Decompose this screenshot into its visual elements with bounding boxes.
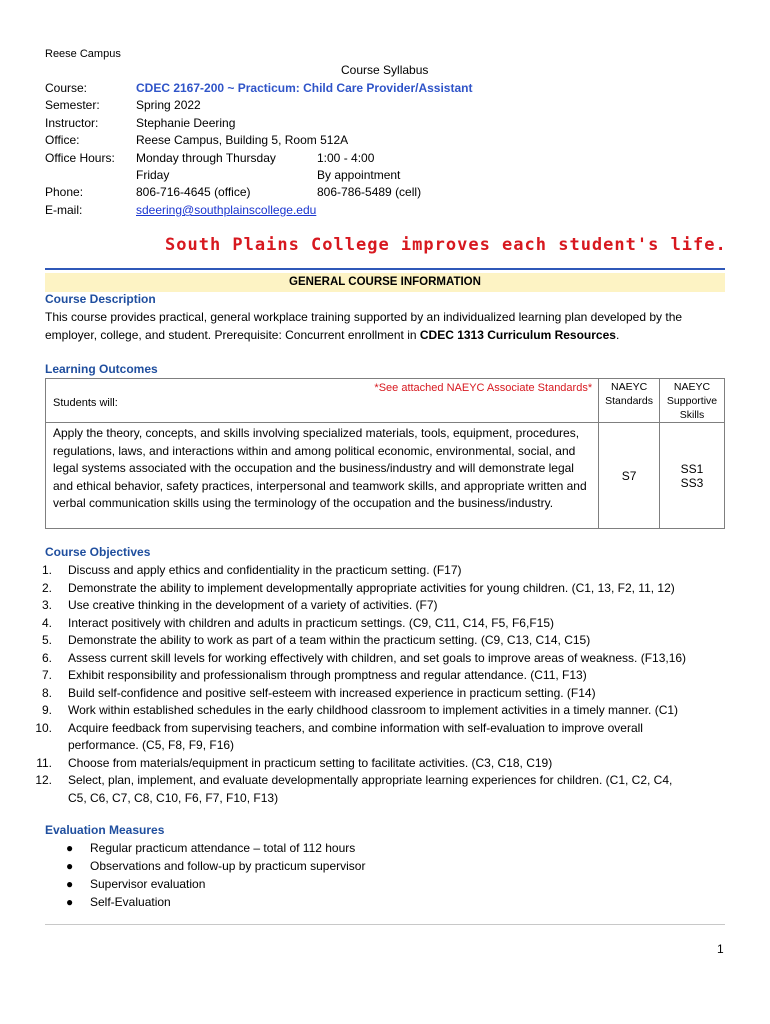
item-text: Assess current skill levels for working effectively with children, and set goals to improve areas of weakness. (F13,16) bbox=[68, 650, 687, 665]
office-hours-day-1: Monday through Thursday bbox=[136, 151, 276, 165]
bullet-icon: ● bbox=[66, 877, 74, 891]
item-text: Interact positively with children and adults in practicum settings. (C9, C11, C14, F5, F6,F15) bbox=[68, 615, 554, 630]
list-item bbox=[30, 615, 730, 633]
period: . bbox=[615, 328, 620, 342]
item-number: 9. bbox=[41, 703, 52, 717]
item-text: Demonstrate the ability to work as part of a team within the practicum setting. (C9, C13, C14, C15) bbox=[68, 633, 591, 647]
item-text: Work within established schedules in the early childhood classroom to implement activities in a timely manner. (C1) bbox=[68, 703, 679, 717]
table-row bbox=[46, 423, 725, 529]
item-text-continued: performance. (C5, F8, F9, F16) bbox=[68, 738, 235, 752]
instructor-value: Stephanie Deering bbox=[136, 116, 236, 130]
bullet-icon: ● bbox=[66, 841, 74, 855]
item-text: Demonstrate the ability to implement developmentally appropriate activities for young children. (C1, 13, F2, 11, 12) bbox=[68, 580, 675, 595]
evaluation-measures-list bbox=[62, 839, 365, 911]
item-text: Exhibit responsibility and professionalism through promptness and regular attendance. (C11, F13) bbox=[68, 668, 587, 682]
footer-divider bbox=[45, 924, 725, 925]
list-item bbox=[30, 772, 730, 807]
instructor-label: Instructor: bbox=[45, 116, 99, 130]
item-number: 11. bbox=[36, 755, 52, 770]
course-value: CDEC 2167-200 ~ Practicum: Child Care Provider/Assistant bbox=[136, 81, 473, 95]
learning-outcomes-table bbox=[45, 378, 725, 529]
item-text: Choose from materials/equipment in practicum setting to facilitate activities. (C3, C18, C19) bbox=[68, 755, 553, 770]
learning-outcomes-heading: Learning Outcomes bbox=[45, 362, 158, 376]
page-number: 1 bbox=[717, 942, 724, 956]
course-objectives-heading: Course Objectives bbox=[45, 545, 151, 559]
students-will-label: Students will: bbox=[53, 397, 118, 409]
office-value: Reese Campus, Building 5, Room 512A bbox=[136, 133, 349, 147]
course-description-line-2 bbox=[45, 327, 619, 345]
item-number: 4. bbox=[41, 615, 52, 630]
list-item bbox=[30, 650, 730, 668]
prerequisite-course: CDEC 1313 Curriculum Resources bbox=[419, 328, 616, 342]
course-description-heading: Course Description bbox=[45, 292, 156, 306]
outcomes-header-cell bbox=[46, 379, 599, 423]
supportive-label: Supportive bbox=[666, 395, 718, 407]
list-item bbox=[30, 702, 730, 720]
office-label: Office: bbox=[45, 133, 80, 147]
naeyc-label: NAEYC bbox=[610, 381, 648, 393]
course-description-text: employer, college, and student. Prerequisite: Concurrent enrollment in bbox=[45, 328, 420, 342]
office-hours-day-2: Friday bbox=[136, 168, 170, 182]
skill-1: SS1 bbox=[680, 461, 704, 476]
course-objectives-list bbox=[30, 562, 730, 807]
item-text: Supervisor evaluation bbox=[90, 877, 206, 891]
item-number: 6. bbox=[41, 650, 52, 665]
list-item bbox=[30, 580, 730, 598]
item-number: 3. bbox=[41, 598, 52, 612]
naeyc-label: NAEYC bbox=[673, 381, 711, 393]
item-number: 10. bbox=[35, 720, 52, 735]
bullet-icon: ● bbox=[66, 859, 74, 873]
office-hours-time-1: 1:00 - 4:00 bbox=[317, 151, 375, 165]
evaluation-measures-heading: Evaluation Measures bbox=[45, 823, 165, 837]
item-number: 5. bbox=[41, 633, 52, 647]
skills-label: Skills bbox=[679, 409, 705, 421]
office-hours-label: Office Hours: bbox=[45, 151, 115, 165]
doc-title: Course Syllabus bbox=[341, 63, 429, 77]
divider-line bbox=[45, 268, 725, 270]
college-tagline: South Plains College improves each student's life. bbox=[165, 235, 727, 255]
table-header-row bbox=[46, 379, 725, 423]
standard-cell: S7 bbox=[599, 423, 660, 529]
naeyc-standards-header bbox=[599, 379, 660, 423]
phone-label: Phone: bbox=[45, 185, 84, 199]
item-number: 1. bbox=[41, 563, 52, 577]
semester-label: Semester: bbox=[45, 98, 100, 112]
item-text: Use creative thinking in the development of a variety of activities. (F7) bbox=[68, 598, 438, 612]
item-number: 7. bbox=[41, 668, 52, 682]
see-attached-note: *See attached NAEYC Associate Standards* bbox=[374, 382, 593, 394]
list-item bbox=[30, 597, 730, 615]
list-item bbox=[30, 720, 730, 755]
item-text: Discuss and apply ethics and confidentiality in the practicum setting. (F17) bbox=[68, 563, 462, 577]
list-item bbox=[62, 857, 365, 875]
list-item bbox=[30, 685, 730, 703]
item-text-continued: C5, C6, C7, C8, C10, F6, F7, F10, F13) bbox=[68, 790, 279, 805]
list-item bbox=[30, 562, 730, 580]
item-text: Self-Evaluation bbox=[90, 895, 171, 909]
course-description-line-1: This course provides practical, general workplace training supported by an individualized learning plan developed by the bbox=[45, 310, 683, 324]
item-number: 2. bbox=[41, 580, 52, 595]
standards-label: Standards bbox=[605, 395, 654, 407]
item-text: Select, plan, implement, and evaluate developmentally appropriate learning experiences for children. (C1, C2, C4, bbox=[68, 773, 673, 787]
item-text: Acquire feedback from supervising teachers, and combine information with self-evaluation to improve overall bbox=[68, 720, 643, 735]
item-text: Regular practicum attendance – total of 112 hours bbox=[90, 841, 356, 855]
office-hours-time-2: By appointment bbox=[317, 168, 401, 182]
phone-cell: 806-786-5489 (cell) bbox=[317, 185, 422, 199]
list-item bbox=[30, 667, 730, 685]
list-item bbox=[62, 839, 365, 857]
skills-cell bbox=[660, 423, 725, 529]
semester-value: Spring 2022 bbox=[136, 98, 201, 112]
naeyc-skills-header bbox=[660, 379, 725, 423]
item-number: 8. bbox=[41, 685, 52, 700]
list-item bbox=[30, 755, 730, 773]
skill-2: SS3 bbox=[680, 475, 704, 490]
email-link[interactable]: sdeering@southplainscollege.edu bbox=[136, 203, 317, 217]
item-number: 12. bbox=[35, 773, 52, 787]
bullet-icon: ● bbox=[66, 895, 74, 909]
phone-office: 806-716-4645 (office) bbox=[136, 185, 251, 199]
list-item bbox=[30, 632, 730, 650]
outcome-text: Apply the theory, concepts, and skills involving specialized materials, tools, equipment, procedures, regulations, laws, and interactions within and among political economic, environmental, social, and legal systems associated with the occupation and the business/industry and will demonstrate legal and ethical behavior, safety practices, interpersonal and teamwork skills, and appropriate written and verbal communication skills using the terminology of the occupation and the business/industry. bbox=[46, 423, 599, 529]
course-label: Course: bbox=[45, 81, 88, 95]
general-course-info-heading: GENERAL COURSE INFORMATION bbox=[45, 273, 725, 292]
list-item bbox=[62, 875, 365, 893]
email-label: E-mail: bbox=[45, 203, 83, 217]
list-item bbox=[62, 893, 365, 911]
campus-label: Reese Campus bbox=[45, 48, 121, 60]
item-text: Observations and follow-up by practicum supervisor bbox=[90, 859, 366, 873]
item-text: Build self-confidence and positive self-esteem with increased experience in practicum setting. (F14) bbox=[68, 685, 596, 700]
